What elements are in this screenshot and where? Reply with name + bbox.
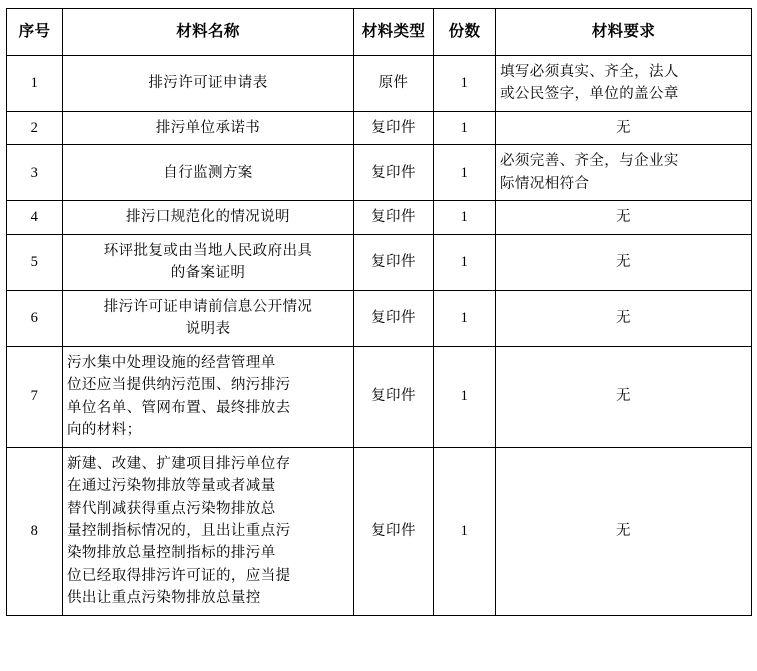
cell-count: 1 [434,234,496,290]
cell-requirement [496,447,752,615]
cell-line: 单位名单、管网布置、最终排放去 [67,399,291,416]
cell-requirement [496,234,752,290]
cell-line: 位还应当提供纳污范围、纳污排污 [67,377,291,394]
column-header-count: 份数 [434,9,496,56]
table-row [7,145,752,201]
cell-line: 位已经取得排污许可证的，应当提 [67,567,291,584]
cell-material-type: 原件 [354,56,434,112]
table-row [7,201,752,234]
materials-table [6,8,752,616]
cell-material-type: 复印件 [354,145,434,201]
cell-material-name [63,447,354,615]
cell-seq: 4 [7,201,63,234]
cell-line: 或公民签字，单位的盖公章 [500,86,679,103]
cell-line: 向的材料； [67,422,142,439]
cell-line: 际情况相符合 [500,175,590,192]
table-row [7,346,752,447]
column-header-type: 材料类型 [354,9,434,56]
cell-line: 替代削减获得重点污染物排放总 [67,500,276,517]
cell-line: 填写必须真实、齐全，法人 [500,64,679,80]
cell-line: 无 [616,309,631,326]
cell-count: 1 [434,290,496,346]
column-header-requirement: 材料要求 [496,9,752,56]
cell-count: 1 [434,447,496,615]
cell-seq: 3 [7,145,63,201]
table-body [7,56,752,616]
cell-line: 排污单位承诺书 [155,119,261,136]
cell-line: 在通过污染物排放等量或者减量 [67,478,276,495]
cell-line: 无 [616,522,631,539]
cell-material-name [63,56,354,112]
cell-line: 量控制指标情况的，且出让重点污 [67,522,291,539]
cell-line: 排污口规范化的情况说明 [126,209,290,226]
cell-line: 染物排放总量控制指标的排污单 [67,545,276,562]
cell-line: 排污许可证申请表 [148,75,268,92]
cell-line: 自行监测方案 [163,164,253,181]
cell-line: 无 [616,209,631,226]
cell-seq: 2 [7,111,63,144]
table-row [7,290,752,346]
cell-count: 1 [434,346,496,447]
cell-line: 供出让重点污染物排放总量控 [67,590,261,607]
cell-material-type: 复印件 [354,290,434,346]
column-header-name: 材料名称 [63,9,354,56]
cell-seq: 5 [7,234,63,290]
cell-requirement [496,56,752,112]
table-row [7,56,752,112]
cell-line: 无 [616,388,631,405]
cell-count: 1 [434,111,496,144]
cell-material-type: 复印件 [354,201,434,234]
cell-seq: 6 [7,290,63,346]
cell-seq: 7 [7,346,63,447]
cell-requirement [496,290,752,346]
cell-material-name [63,111,354,144]
cell-requirement [496,201,752,234]
document-page [0,8,757,671]
cell-requirement [496,145,752,201]
cell-count: 1 [434,201,496,234]
cell-count: 1 [434,56,496,112]
cell-line: 无 [616,119,631,136]
cell-requirement [496,346,752,447]
cell-seq: 8 [7,447,63,615]
cell-material-type: 复印件 [354,346,434,447]
table-row [7,447,752,615]
cell-line: 说明表 [185,321,231,338]
cell-line: 无 [616,254,631,271]
cell-line: 环评批复或由当地人民政府出具 [103,242,313,259]
cell-material-type: 复印件 [354,234,434,290]
cell-line: 必须完善、齐全，与企业实 [500,153,679,170]
cell-material-name [63,346,354,447]
table-row [7,234,752,290]
cell-line: 污水集中处理设施的经营管理单 [67,354,276,371]
cell-material-name [63,234,354,290]
cell-material-name [63,290,354,346]
column-header-seq: 序号 [7,9,63,56]
cell-material-type: 复印件 [354,111,434,144]
cell-line: 新建、改建、扩建项目排污单位存 [67,455,291,472]
cell-line: 排污许可证申请前信息公开情况 [103,298,313,315]
cell-requirement [496,111,752,144]
cell-material-name [63,201,354,234]
cell-count: 1 [434,145,496,201]
cell-material-type: 复印件 [354,447,434,615]
cell-material-name [63,145,354,201]
table-row [7,111,752,144]
table-header-row [7,9,752,56]
cell-line: 的备案证明 [170,265,246,282]
cell-seq: 1 [7,56,63,112]
